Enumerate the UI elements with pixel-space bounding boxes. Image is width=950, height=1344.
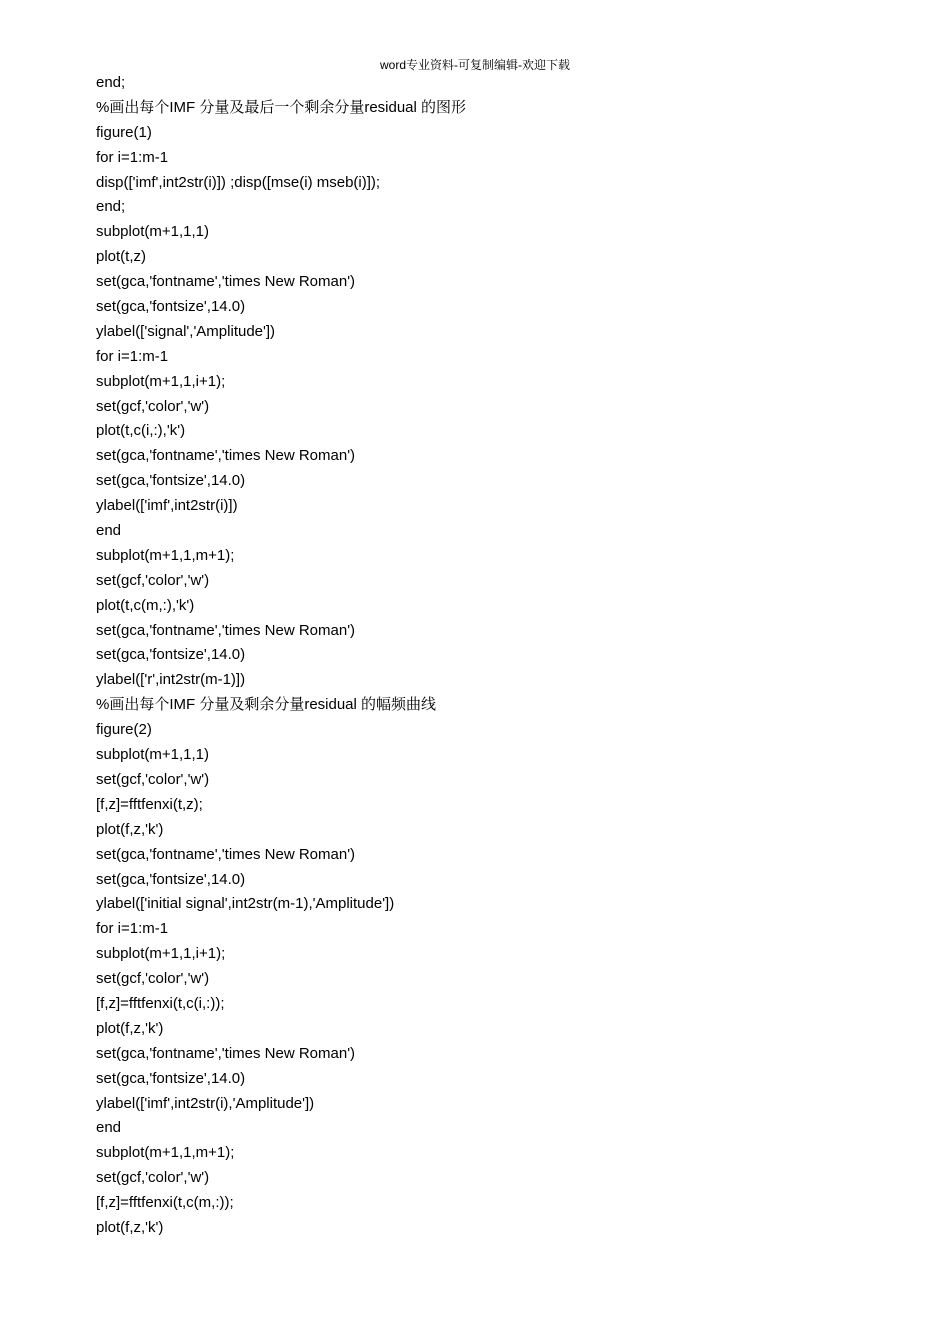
code-line: set(gca,'fontsize',14.0) [96, 472, 246, 490]
code-line: set(gca,'fontname','times New Roman') [96, 845, 356, 863]
code-line: end [96, 1119, 122, 1137]
code-listing [96, 71, 896, 1241]
code-line: set(gcf,'color','w') [96, 970, 210, 988]
code-line: for i=1:m-1 [96, 347, 169, 365]
code-line: set(gcf,'color','w') [96, 571, 210, 589]
code-line: subplot(m+1,1,m+1); [96, 1144, 235, 1162]
code-line: ylabel(['imf',int2str(i),'Amplitude']) [96, 1094, 315, 1112]
code-line: set(gca,'fontsize',14.0) [96, 870, 246, 888]
code-line: [f,z]=fftfenxi(t,c(m,:)); [96, 1194, 234, 1212]
code-line: for i=1:m-1 [96, 920, 169, 938]
code-line: plot(t,c(i,:),'k') [96, 422, 186, 440]
code-line: subplot(m+1,1,1) [96, 746, 209, 764]
code-line: subplot(m+1,1,i+1); [96, 945, 226, 963]
code-line: %画出每个IMF 分量及最后一个剩余分量residual 的图形 [96, 98, 467, 116]
code-line: subplot(m+1,1,m+1); [96, 546, 235, 564]
code-line: figure(1) [96, 123, 152, 141]
code-line: end [96, 522, 122, 540]
code-line: plot(f,z,'k') [96, 820, 164, 838]
code-line: set(gca,'fontname','times New Roman') [96, 447, 356, 465]
code-line: ylabel(['imf',int2str(i)]) [96, 497, 238, 515]
code-line: %画出每个IMF 分量及剩余分量residual 的幅频曲线 [96, 696, 437, 714]
code-line: set(gca,'fontname','times New Roman') [96, 1044, 356, 1062]
code-line: set(gca,'fontname','times New Roman') [96, 621, 356, 639]
code-line: for i=1:m-1 [96, 148, 169, 166]
code-line: set(gcf,'color','w') [96, 770, 210, 788]
code-line: plot(t,z) [96, 248, 147, 266]
code-line: set(gca,'fontsize',14.0) [96, 1069, 246, 1087]
code-line: plot(f,z,'k') [96, 1019, 164, 1037]
code-line: end; [96, 198, 126, 216]
code-line: figure(2) [96, 721, 152, 739]
code-line: [f,z]=fftfenxi(t,z); [96, 795, 203, 813]
code-line: set(gca,'fontsize',14.0) [96, 646, 246, 664]
code-line: subplot(m+1,1,i+1); [96, 372, 226, 390]
code-line: set(gcf,'color','w') [96, 1169, 210, 1187]
code-line: end; [96, 74, 126, 91]
code-line: plot(f,z,'k') [96, 1218, 164, 1236]
page-header: word专业资料-可复制编辑-欢迎下载 [379, 58, 570, 72]
code-line: set(gca,'fontsize',14.0) [96, 298, 246, 316]
code-line: disp(['imf',int2str(i)]) ;disp([mse(i) mseb(i)]); [96, 173, 381, 191]
code-line: ylabel(['initial signal',int2str(m-1),'Amplitude']) [96, 895, 395, 913]
code-line: ylabel(['r',int2str(m-1)]) [96, 671, 246, 689]
code-line: plot(t,c(m,:),'k') [96, 596, 195, 614]
code-line: ylabel(['signal','Amplitude']) [96, 322, 276, 340]
code-line: [f,z]=fftfenxi(t,c(i,:)); [96, 994, 225, 1012]
code-line: set(gcf,'color','w') [96, 397, 210, 415]
code-line: subplot(m+1,1,1) [96, 223, 209, 241]
code-line: set(gca,'fontname','times New Roman') [96, 273, 356, 291]
